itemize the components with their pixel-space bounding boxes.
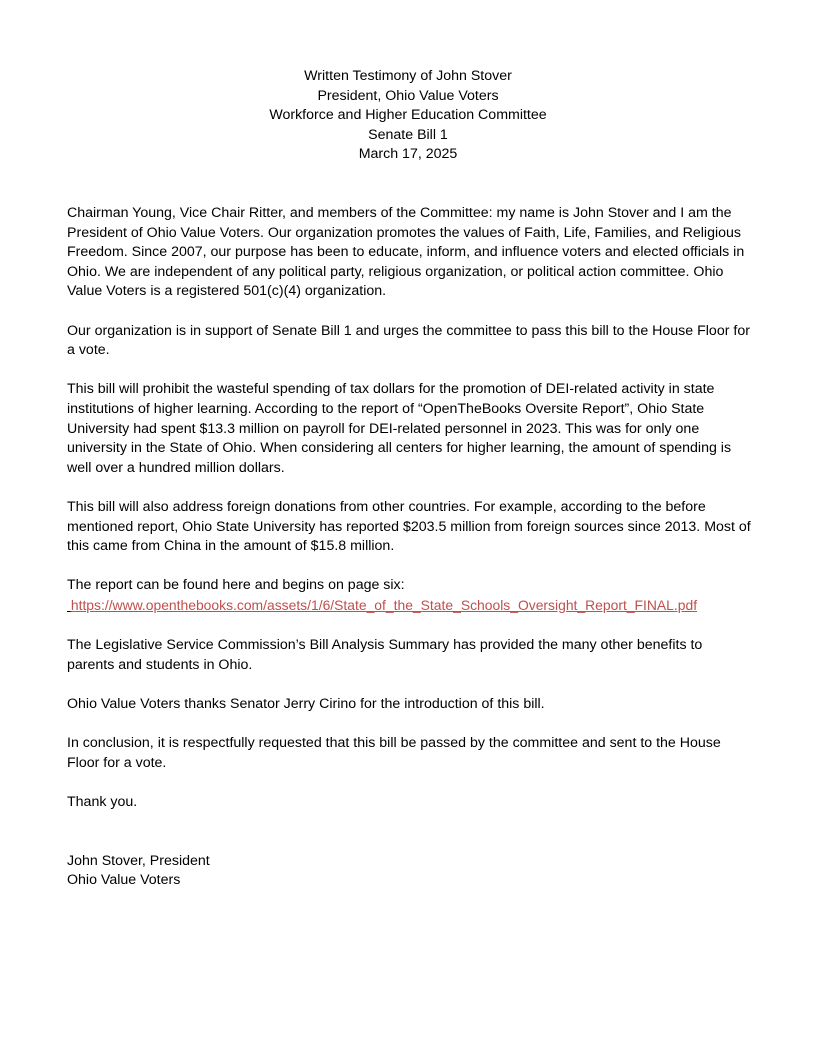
paragraph-dei-spending: This bill will prohibit the wasteful spending of tax dollars for the promotion of DEI-related activity in state institutions of higher learning. According to the report of “OpenTheBooks Oversite Report”, Ohio State University had spent $13.3 million on payroll for DEI-related personnel in 2023. This was for only one university in the State of Ohio. When considering all centers for higher learning, the amount of spending is well over a hundred million dollars.	[67, 381, 732, 476]
report-intro-text: The report can be found here and begins on page six:	[67, 577, 405, 594]
header-bill: Senate Bill 1	[368, 126, 448, 143]
document-header	[0, 67, 816, 165]
report-link-line	[67, 597, 697, 613]
paragraph-thank-you: Thank you.	[67, 793, 138, 810]
paragraph-introduction: Chairman Young, Vice Chair Ritter, and members of the Committee: my name is John Stover and I am the President of Ohio Value Voters. Our organization promotes the values of Faith, Life, Families, and Religious Freedom. Since 2007, our purpose has been to educate, inform, and influence voters and elected officials in Ohio. We are independent of any political party, religious organization, or political action committee. Ohio Value Voters is a registered 501(c)(4) organization.	[67, 205, 745, 300]
document-body	[67, 204, 753, 891]
signature-block	[67, 852, 753, 891]
report-link[interactable]: https://www.openthebooks.com/assets/1/6/State_of_the_State_Schools_Oversight_Report_FINAL.pdf	[70, 596, 698, 613]
paragraph-thanks-senator: Ohio Value Voters thanks Senator Jerry Cirino for the introduction of this bill.	[67, 695, 545, 712]
signature-name: John Stover, President	[67, 852, 210, 869]
paragraph-foreign-donations: This bill will also address foreign donations from other countries. For example, according to the before mentioned report, Ohio State University has reported $203.5 million from foreign sources since 2013. Most of this came from China in the amount of $15.8 million.	[67, 498, 751, 555]
paragraph-conclusion: In conclusion, it is respectfully requested that this bill be passed by the committee and sent to the House Floor for a vote.	[67, 735, 721, 771]
signature-organization: Ohio Value Voters	[67, 872, 181, 889]
paragraph-support: Our organization is in support of Senate Bill 1 and urges the committee to pass this bill to the House Floor for a vote.	[67, 322, 750, 359]
header-committee: Workforce and Higher Education Committee	[269, 107, 547, 124]
paragraph-report-reference	[67, 576, 753, 616]
header-author-role: President, Ohio Value Voters	[317, 87, 499, 104]
header-date: March 17, 2025	[358, 146, 458, 163]
paragraph-lsc-summary: The Legislative Service Commission’s Bill Analysis Summary has provided the many other benefits to parents and students in Ohio.	[67, 637, 703, 673]
header-title: Written Testimony of John Stover	[304, 68, 512, 84]
